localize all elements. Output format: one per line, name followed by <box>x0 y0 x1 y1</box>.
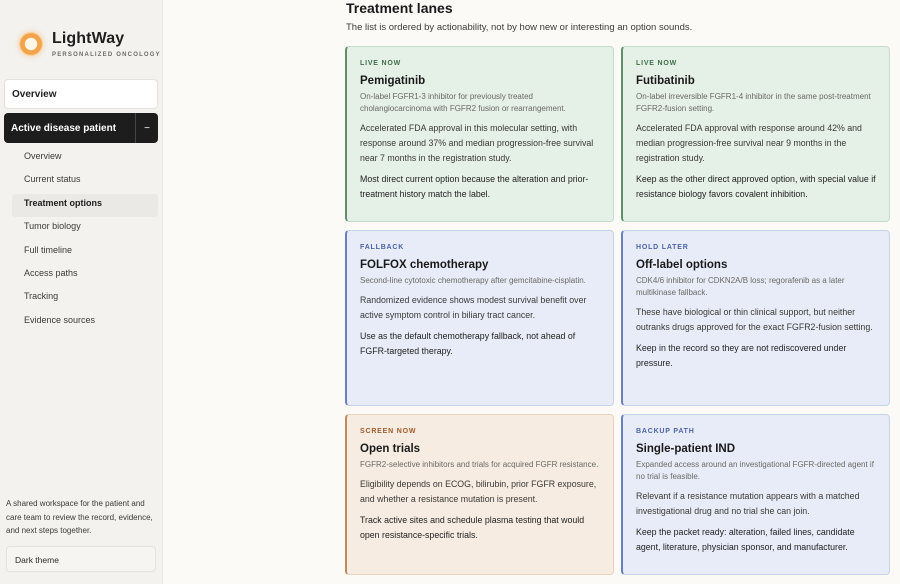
card-title: FOLFOX chemotherapy <box>360 259 489 271</box>
subnav-item-treatment-options[interactable]: Treatment options <box>12 194 158 217</box>
card-title: Pemigatinib <box>360 75 426 87</box>
card-kicker: LIVE NOW <box>360 60 402 67</box>
card-description: FGFR2-selective inhibitors and trials for acquired FGFR resistance. <box>360 460 599 469</box>
card-title: Futibatinib <box>636 75 695 87</box>
subnav-item-overview[interactable]: Overview <box>24 151 62 161</box>
card-description: CDK4/6 inhibitor for CDKN2A/B loss; regorafenib as a later multikinase fallback. <box>636 276 845 297</box>
card-kicker: SCREEN NOW <box>360 428 417 435</box>
card-body: Relevant if a resistance mutation appears with a matched investigational drug and no trial she can join. <box>636 491 860 516</box>
card-description: Expanded access around an investigational FGFR-directed agent if no trial is feasible. <box>636 460 874 481</box>
subnav-item-evidence-sources[interactable]: Evidence sources <box>24 314 96 325</box>
card-title: Off-label options <box>636 259 728 271</box>
sun-logo-icon <box>19 32 43 56</box>
card-pemigatinib <box>345 46 614 222</box>
sidebar <box>0 0 163 584</box>
card-note: Track active sites and schedule plasma testing that would open resistance-specific trials. <box>360 515 585 540</box>
card-body: These have biological or thin clinical support, but neither outranks drugs approved for the exact FGFR2-fusion setting. <box>636 307 873 332</box>
card-body: Randomized evidence shows modest survival benefit over active symptom control in biliary tract cancer. <box>360 295 587 320</box>
subnav-item-access-paths[interactable]: Access paths <box>24 267 78 278</box>
card-description: Second-line cytotoxic chemotherapy after gemcitabine-cisplatin. <box>360 276 586 285</box>
card-open-trials <box>345 414 614 575</box>
card-futibatinib <box>621 46 890 222</box>
card-note: Keep in the record so they are not rediscovered under pressure. <box>636 343 847 368</box>
card-note: Keep as the other direct approved option, with special value if resistance biology favors covalent inhibition. <box>636 174 876 199</box>
card-kicker: HOLD LATER <box>636 244 689 251</box>
card-note: Most direct current option because the alteration and prior-treatment history match the label. <box>360 174 589 199</box>
nav-active-label: Active disease patient <box>11 122 117 134</box>
page-subtitle: The list is ordered by actionability, not by how new or interesting an option sounds. <box>346 22 693 33</box>
subnav-item-tracking[interactable]: Tracking <box>24 291 59 302</box>
brand[interactable] <box>19 30 161 58</box>
card-off-label <box>621 230 890 406</box>
collapse-icon[interactable]: − <box>135 113 158 143</box>
card-single-patient-ind <box>621 414 890 575</box>
brand-tagline: PERSONALIZED ONCOLOGY <box>52 52 161 58</box>
dark-theme-button[interactable]: Dark theme <box>6 546 156 572</box>
card-body: Accelerated FDA approval in this molecular setting, with response around 37% and median progression-free survival near 7 months in the registration study. <box>360 123 594 163</box>
subnav <box>12 147 158 334</box>
workspace-note: A shared workspace for the patient and care team to review the record, evidence, and next steps together. <box>6 499 153 535</box>
subnav-item-current-status[interactable]: Current status <box>24 174 81 185</box>
card-body: Accelerated FDA approval with response around 42% and median progression-free survival near 9 months in the registration study. <box>636 123 862 163</box>
brand-name: LightWay <box>52 30 125 47</box>
card-title: Single-patient IND <box>636 443 736 455</box>
card-description: On-label FGFR1-3 inhibitor for previously treated cholangiocarcinoma with FGFR2 fusion or rearrangement. <box>360 92 566 113</box>
card-title: Open trials <box>360 443 421 455</box>
card-note: Keep the packet ready: alteration, failed lines, candidate agent, literature, physician sponsor, and manufacturer. <box>636 527 855 552</box>
card-body: Eligibility depends on ECOG, bilirubin, prior FGFR exposure, and whether a resistance mutation is present. <box>360 479 597 504</box>
card-note: Use as the default chemotherapy fallback, not ahead of FGFR-targeted therapy. <box>360 331 576 356</box>
card-kicker: BACKUP PATH <box>636 428 695 435</box>
subnav-item-tumor-biology[interactable]: Tumor biology <box>24 221 81 232</box>
card-description: On-label irreversible FGFR1-4 inhibitor in the same post-treatment FGFR2-fusion setting. <box>636 92 871 113</box>
card-kicker: LIVE NOW <box>636 60 678 67</box>
nav-overview[interactable]: Overview <box>4 79 158 109</box>
card-folfox <box>345 230 614 406</box>
subnav-item-full-timeline[interactable]: Full timeline <box>24 244 73 255</box>
nav-active-disease-patient[interactable] <box>4 113 158 143</box>
page-title: Treatment lanes <box>346 0 453 16</box>
card-kicker: FALLBACK <box>360 244 405 251</box>
